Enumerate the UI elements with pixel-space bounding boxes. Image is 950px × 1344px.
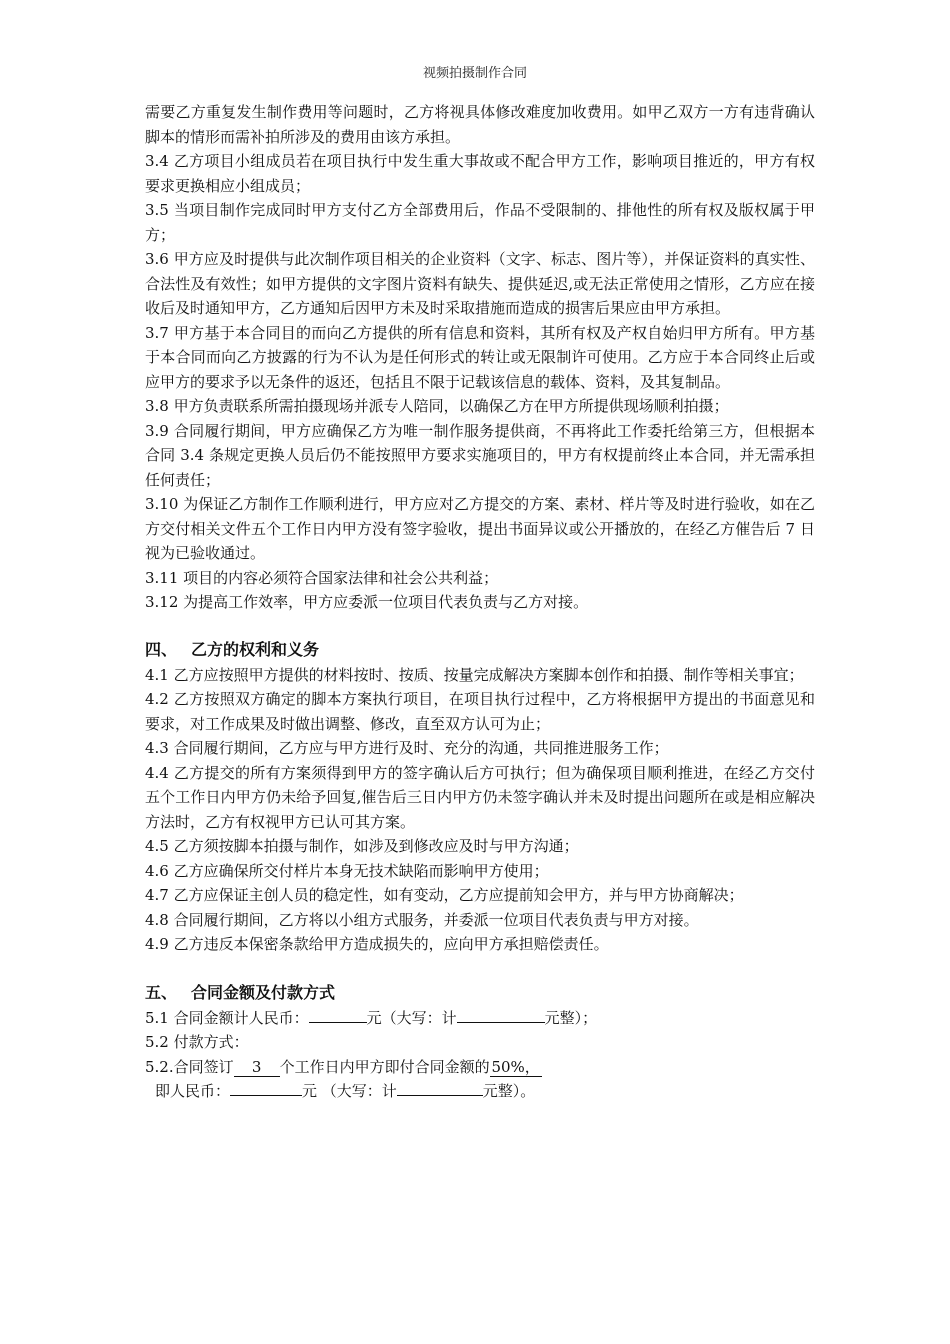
clause-3-12: 3.12 为提高工作效率，甲方应委派一位项目代表负责与乙方对接。 xyxy=(145,593,589,611)
clause-4-7: 4.7 乙方应保证主创人员的稳定性，如有变动，乙方应提前知会甲方，并与甲方协商解决； xyxy=(145,886,744,904)
percent-blank[interactable]: 50%， xyxy=(491,1057,540,1076)
clause-3-7: 3.7 甲方基于本合同目的而向乙方提供的所有信息和资料，其所有权及产权自始归甲方所有。甲方基于本合同而向乙方披露的行为不认为是任何形式的转让或无限制许可使用。乙方应于本合同终止后或应甲方的要求予以无条件的返还，包括且不限于记载该信息的载体、资料，及其复制品。 xyxy=(145,323,815,391)
document-body xyxy=(145,100,815,1104)
clause-4-8: 4.8 合同履行期间，乙方将以小组方式服务，并委派一位项目代表负责与甲方对接。 xyxy=(145,910,699,929)
amount-blank[interactable] xyxy=(309,1022,367,1023)
rmb-blank[interactable] xyxy=(230,1095,302,1096)
section-4-heading xyxy=(145,638,815,662)
clause-3-10: 3.10 为保证乙方制作工作顺利进行，甲方应对乙方提交的方案、素材、样片等及时进行验收，如在乙方交付相关文件五个工作日内甲方没有签字验收，提出书面异议或公开播放的，在经乙方催告后 7 日视为已验收通过。 xyxy=(145,495,815,562)
clause-3-8: 3.8 甲方负责联系所需拍摄现场并派专人陪同，以确保乙方在甲方所提供现场顺利拍摄； xyxy=(145,397,729,415)
page-header: 视频拍摄制作合同 xyxy=(422,66,527,81)
clause-3-6: 3.6 甲方应及时提供与此次制作项目相关的企业资料（文字、标志、图片等），并保证资料的真实性、合法性及有效性；如甲方提供的文字图片资料有缺失、提供延迟,或无法正常使用之情形，乙方应在接收后及时通知甲方，乙方通知后因甲方未及时采取措施而造成的损害后果应由甲方承担。 xyxy=(145,250,815,317)
clause-3-cont: 需要乙方重复发生制作费用等问题时，乙方将视具体修改难度加收费用。如甲乙双方一方有违背确认脚本的情形而需补拍所涉及的费用由该方承担。 xyxy=(145,103,815,146)
clause-5-2-rmb-yuan: 元 （大写：计 xyxy=(302,1082,397,1100)
clause-5-2: 5.2 付款方式： xyxy=(145,1033,249,1051)
section-5-heading xyxy=(145,981,815,1005)
amount-uppercase-blank[interactable] xyxy=(457,1022,545,1023)
clause-4-9: 4.9 乙方违反本保密条款给甲方造成损失的，应向甲方承担赔偿责任。 xyxy=(145,935,609,953)
days-blank[interactable]: 3 xyxy=(234,1058,280,1077)
clause-3-9: 3.9 合同履行期间，甲方应确保乙方为唯一制作服务提供商，不再将此工作委托给第三方，但根据本合同 3.4 条规定更换人员后仍不能按照甲方要求实施项目的，甲方有权提前终止本合同，并无需承担任何责任； xyxy=(145,421,815,489)
clause-5-2-sub xyxy=(145,1055,815,1080)
clause-4-2: 4.2 乙方按照双方确定的脚本方案执行项目，在项目执行过程中，乙方将根据甲方提出的书面意见和要求，对工作成果及时做出调整、修改，直至双方认可为止； xyxy=(145,690,815,733)
section-5-title: 合同金额及付款方式 xyxy=(191,982,336,1002)
clause-4-6: 4.6 乙方应确保所交付样片本身无技术缺陷而影响甲方使用； xyxy=(145,861,549,880)
section-4-title: 乙方的权利和义务 xyxy=(191,639,320,659)
clause-5-2-sub-prefix: 5.2.合同签订 xyxy=(145,1057,234,1076)
clause-5-2-rmb-end: 元整）。 xyxy=(482,1082,536,1100)
rmb-uppercase-blank[interactable] xyxy=(397,1095,483,1096)
clause-3-5: 3.5 当项目制作完成同时甲方支付乙方全部费用后，作品不受限制的、排他性的所有权及版权属于甲方； xyxy=(145,201,815,244)
clause-5-2-rmb xyxy=(145,1079,815,1104)
clause-5-1 xyxy=(145,1006,815,1031)
clause-3-11: 3.11 项目的内容必须符合国家法律和社会公共利益； xyxy=(145,568,499,587)
clause-5-1-prefix: 5.1 合同金额计人民币： xyxy=(145,1008,309,1027)
clause-4-1: 4.1 乙方应按照甲方提供的材料按时、按质、按量完成解决方案脚本创作和拍摄、制作等相关事宜； xyxy=(145,665,804,684)
clause-4-3: 4.3 合同履行期间，乙方应与甲方进行及时、充分的沟通，共同推进服务工作； xyxy=(145,739,669,757)
clause-4-4: 4.4 乙方提交的所有方案须得到甲方的签字确认后方可执行；但为确保项目顺利推进，在经乙方交付五个工作日内甲方仍未给予回复,催告后三日内甲方仍未签字确认并未及时提出问题所在或是相应解决方法时，乙方有权视甲方已认可其方案。 xyxy=(145,763,815,831)
section-5-number: 五、 xyxy=(145,982,178,1002)
clause-4-5: 4.5 乙方须按脚本拍摄与制作，如涉及到修改应及时与甲方沟通； xyxy=(145,837,579,855)
clause-3-4: 3.4 乙方项目小组成员若在项目执行中发生重大事故或不配合甲方工作，影响项目推近的，甲方有权要求更换相应小组成员； xyxy=(145,152,815,195)
section-4-number: 四、 xyxy=(145,639,178,659)
clause-5-2-rmb-prefix: 即人民币： xyxy=(155,1082,231,1100)
clause-5-2-sub-middle: 个工作日内甲方即付合同金额的 xyxy=(279,1057,490,1076)
clause-5-1-yuan: 元（大写：计 xyxy=(366,1008,457,1027)
clause-5-1-end: 元整）； xyxy=(544,1008,598,1027)
